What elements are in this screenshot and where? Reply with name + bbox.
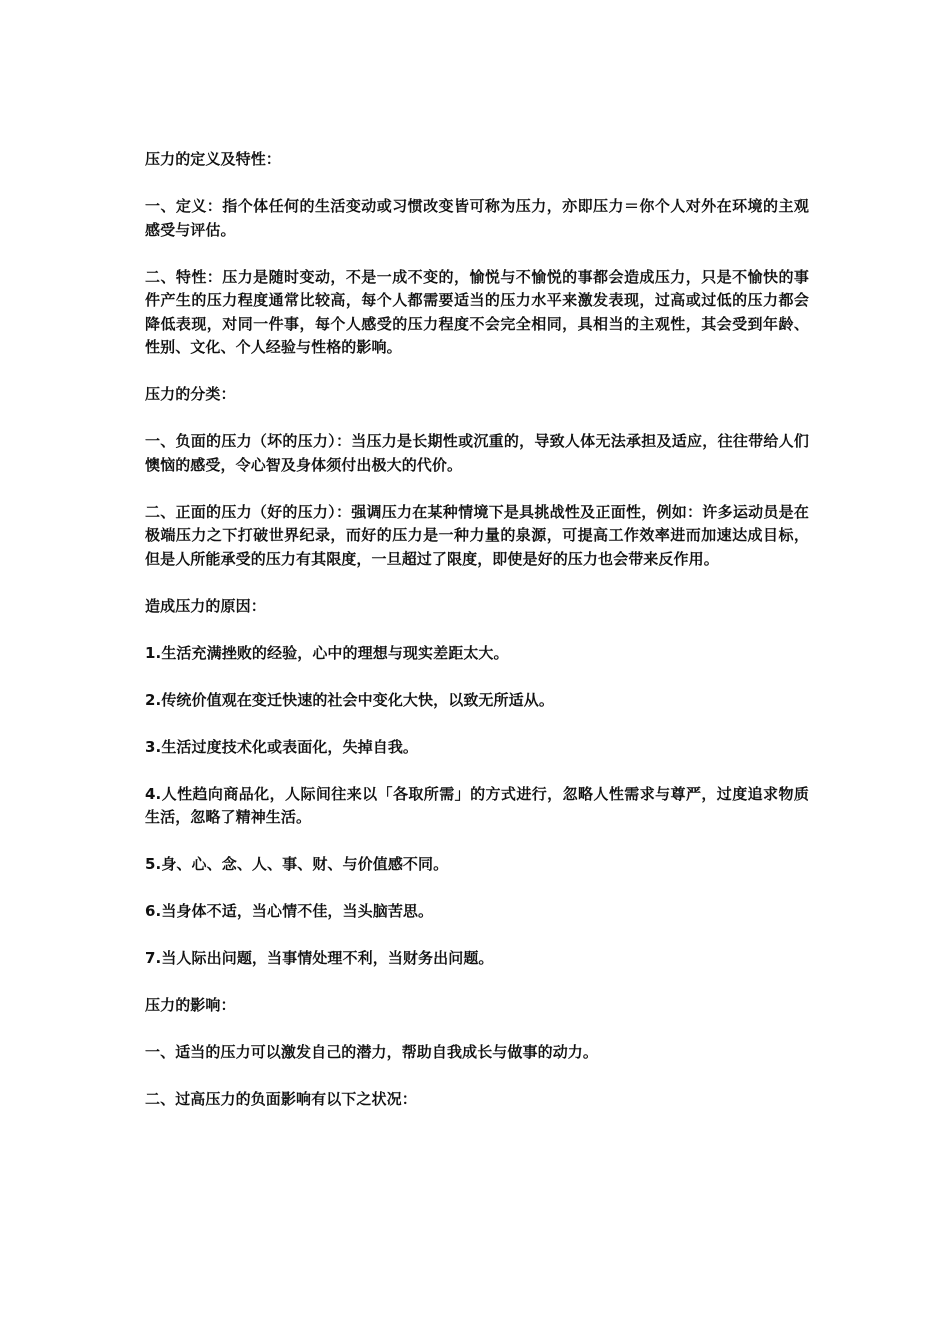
list-item-cause-2: 2.传统价值观在变迁快速的社会中变化大快，以致无所适从。 — [145, 690, 554, 709]
paragraph-effect-negative: 二、过高压力的负面影响有以下之状况： — [145, 1090, 417, 1108]
section-heading-classification: 压力的分类： — [145, 385, 236, 403]
list-item-cause-7: 7.当人际出问题，当事情处理不利，当财务出问题。 — [145, 949, 494, 967]
section-heading-causes: 造成压力的原因： — [145, 596, 266, 615]
list-item-cause-3: 3.生活过度技术化或表面化，失掉自我。 — [145, 737, 419, 756]
paragraph-characteristics: 二、特性：压力是随时变动，不是一成不变的，愉悦与不愉悦的事都会造成压力，只是不愉快的事件产生的压力程度通常比较高，每个人都需要适当的压力水平来激发表现，过高或过低的压力都会降低表现，对同一件事，每个人感受的压力程度不会完全相同，具相当的主观性，其会受到年龄、性别、文化、个人经验与性格的影响。 — [145, 267, 809, 356]
paragraph-effect-positive: 一、适当的压力可以激发自己的潜力，帮助自我成长与做事的动力。 — [145, 1043, 599, 1061]
paragraph-negative-stress: 一、负面的压力（坏的压力）：当压力是长期性或沉重的，导致人体无法承担及适应，往往带给人们懊恼的感受，令心智及身体须付出极大的代价。 — [145, 432, 809, 474]
list-item-cause-5: 5.身、心、念、人、事、财、与价值感不同。 — [145, 855, 449, 873]
list-item-cause-6: 6.当身体不适，当心情不佳，当头脑苦思。 — [145, 902, 434, 920]
paragraph-positive-stress: 二、正面的压力（好的压力）：强调压力在某种情境下是具挑战性及正面性，例如：许多运动员是在极端压力之下打破世界纪录，而好的压力是一种力量的泉源，可提高工作效率进而加速达成目标，但是人所能承受的压力有其限度，一旦超过了限度，即使是好的压力也会带来反作用。 — [145, 502, 809, 568]
list-item-cause-1: 1.生活充满挫败的经验，心中的理想与现实差距太大。 — [145, 643, 509, 662]
document-body — [145, 148, 809, 1135]
section-heading-effects: 压力的影响： — [145, 996, 236, 1014]
section-heading-definition: 压力的定义及特性： — [145, 150, 281, 168]
paragraph-definition: 一、定义：指个体任何的生活变动或习惯改变皆可称为压力，亦即压力＝你个人对外在环境的主观感受与评估。 — [145, 197, 809, 239]
list-item-cause-4: 4.人性趋向商品化，人际间往来以「各取所需」的方式进行，忽略人性需求与尊严，过度追求物质生活，忽略了精神生活。 — [145, 784, 809, 826]
